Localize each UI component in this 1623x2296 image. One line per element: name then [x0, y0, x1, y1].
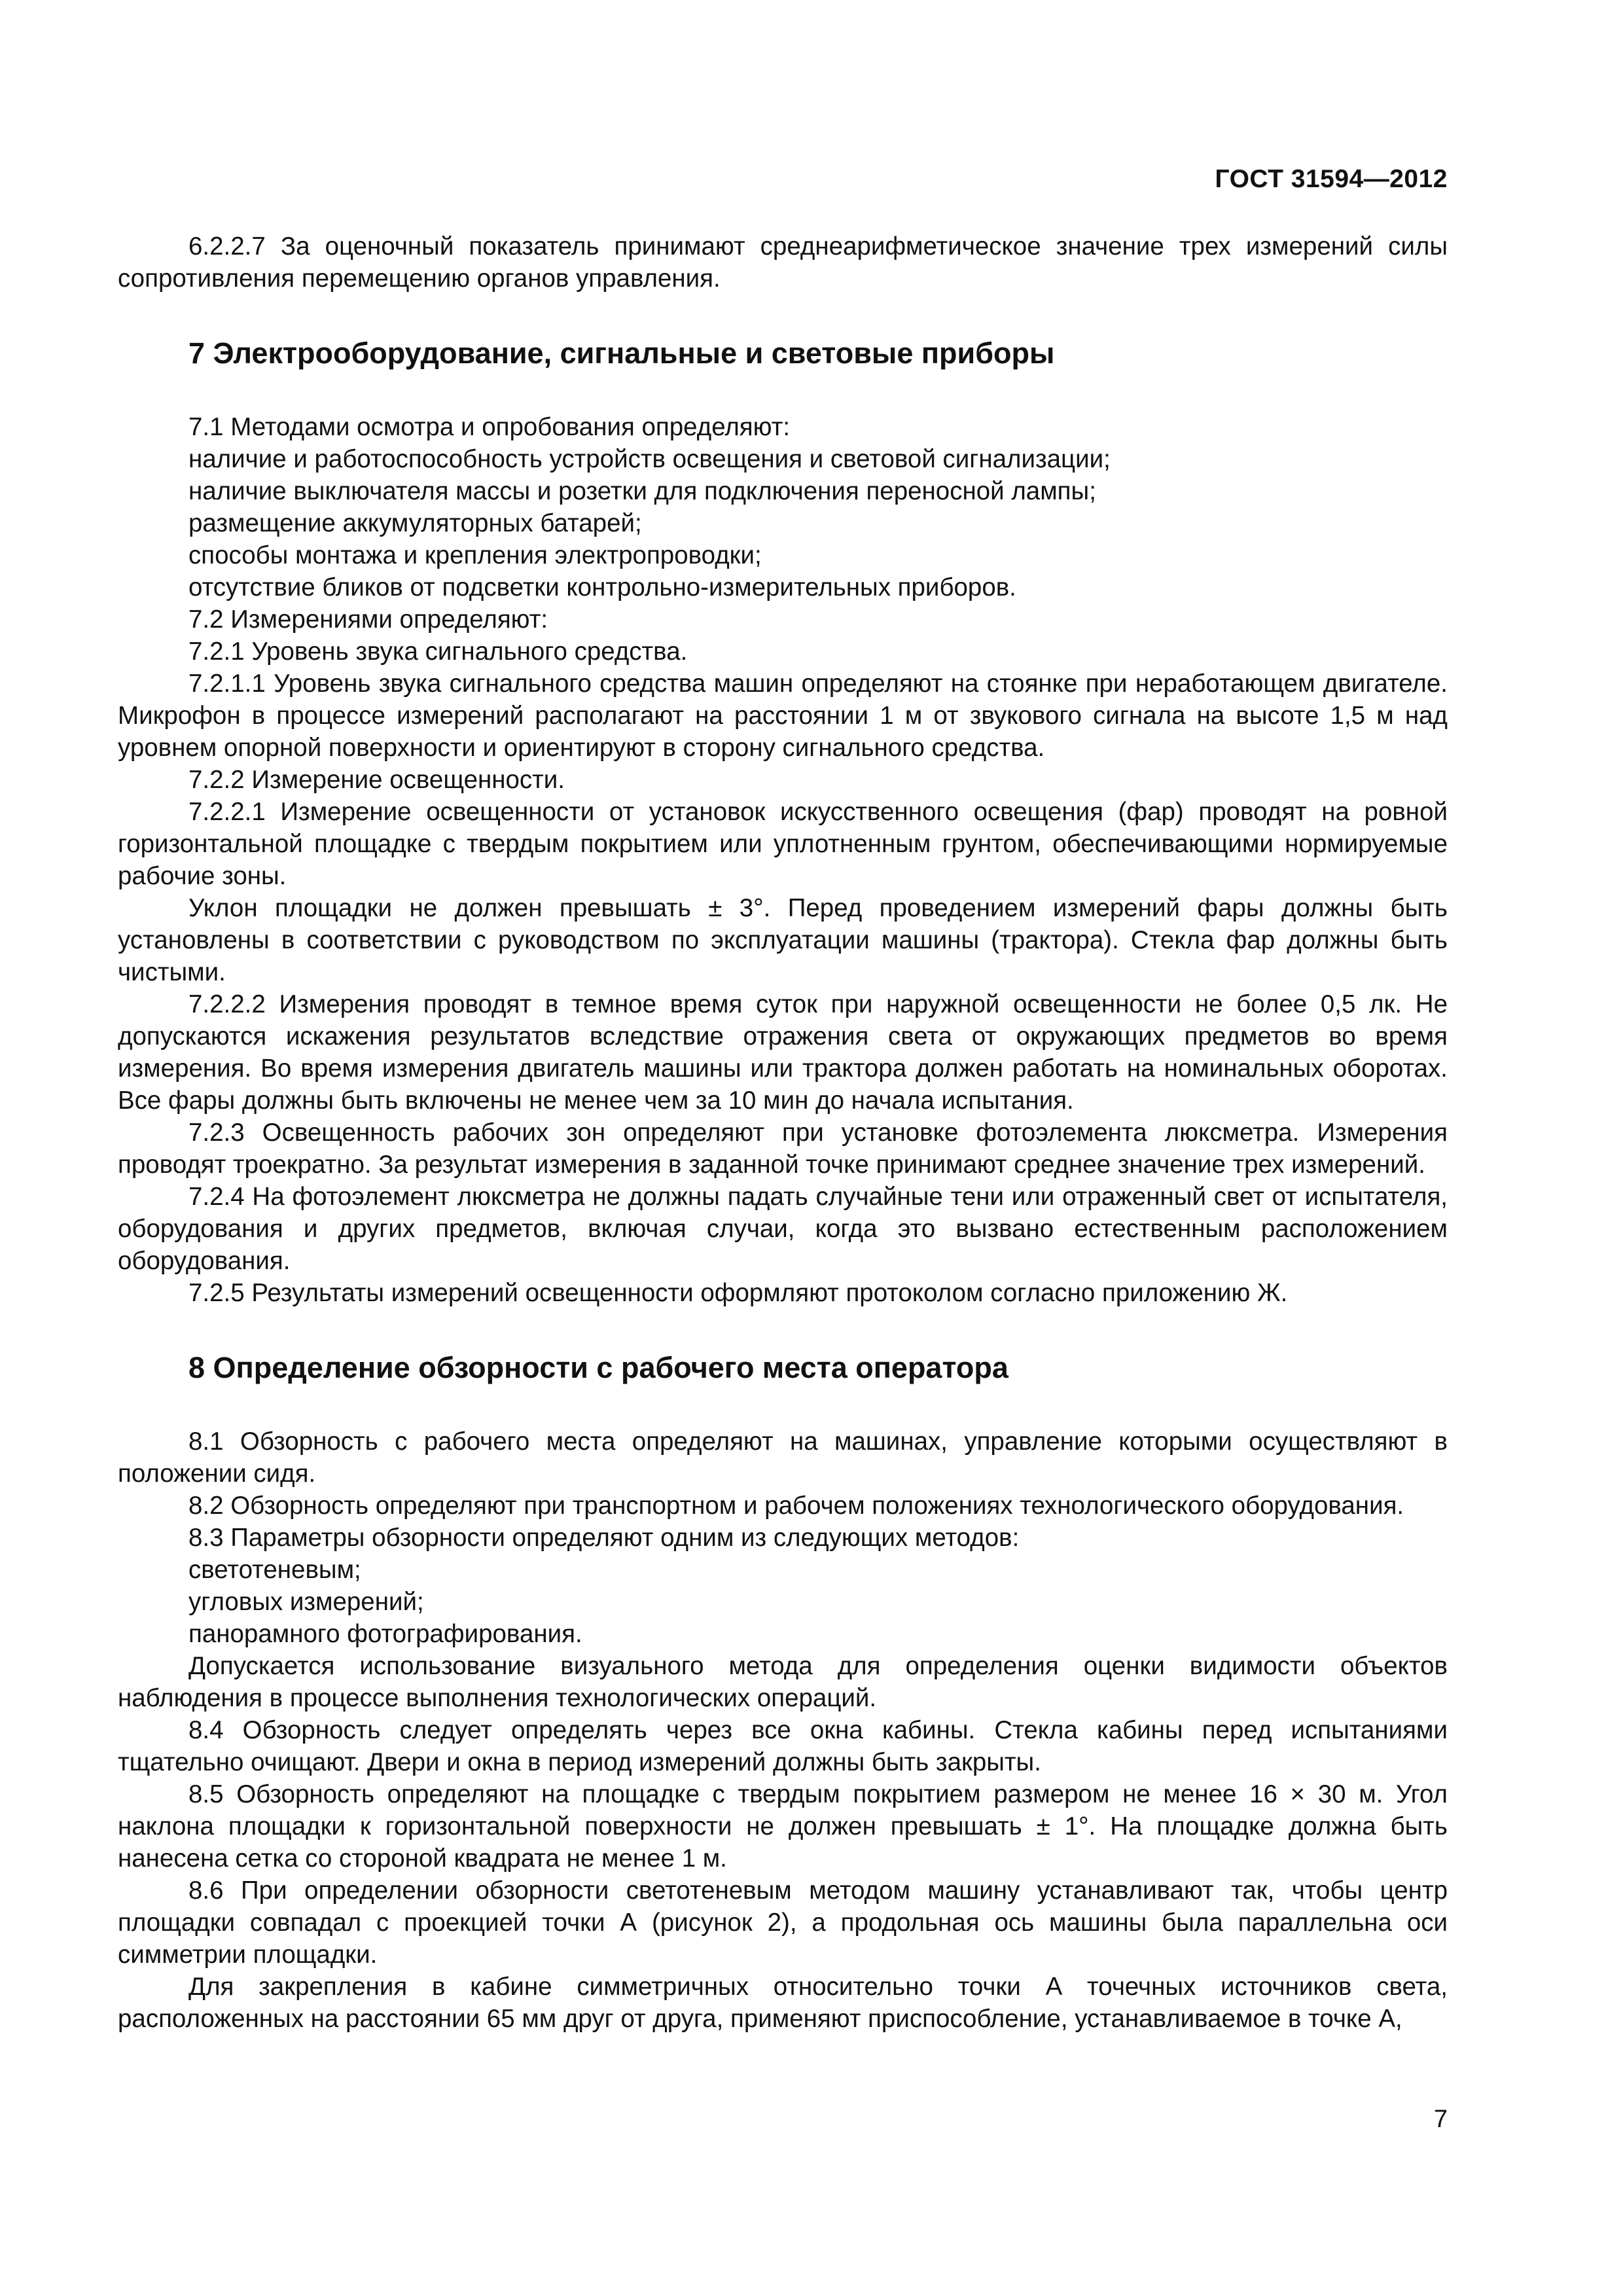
list-item: способы монтажа и крепления электропроводки; [188, 541, 762, 569]
paragraph: 7.2.1.1 Уровень звука сигнального средства машин определяют на стоянке при неработающем двигателе. Микрофон в процессе измерений располагают на расстоянии 1 м от звукового сигнала на высоте 1,5 м над уровнем опорной поверхности и ориентируют в сторону сигнального средства. [118, 670, 1448, 762]
paragraph: Допускается использование визуального метода для определения оценки видимости объектов наблюдения в процессе выполнения технологических операций. [118, 1652, 1448, 1712]
document-body [118, 230, 1448, 2035]
paragraph: 8.2 Обзорность определяют при транспортном и рабочем положениях технологического оборудования. [188, 1492, 1404, 1520]
paragraph: 7.2.2.1 Измерение освещенности от установок искусственного освещения (фар) проводят на ровной горизонтальной площадке с твердым покрытием или уплотненным грунтом, обеспечивающими нормируемые рабочие зоны. [118, 798, 1448, 890]
paragraph: 7.2.2 Измерение освещенности. [188, 766, 565, 794]
paragraph: 7.2.1 Уровень звука сигнального средства. [188, 637, 688, 666]
list-item: панорамного фотографирования. [188, 1620, 582, 1648]
paragraph: 6.2.2.7 За оценочный показатель принимают среднеарифметическое значение трех измерений силы сопротивления перемещению органов управления. [118, 232, 1448, 293]
page-number: 7 [1433, 2106, 1448, 2133]
list-item: наличие и работоспособность устройств освещения и световой сигнализации; [188, 445, 1111, 473]
section-heading: 7 Электрооборудование, сигнальные и световые приборы [188, 336, 1055, 370]
paragraph: 8.6 При определении обзорности светотеневым методом машину устанавливают так, чтобы центр площадки совпадал с проекцией точки А (рисунок 2), а продольная ось машины была параллельна оси симметрии площадки. [118, 1876, 1448, 1969]
list-item: размещение аккумуляторных батарей; [188, 509, 642, 537]
paragraph: Уклон площадки не должен превышать ± 3°. Перед проведением измерений фары должны быть установлены в соответствии с руководством по эксплуатации машины (трактора). Стекла фар должны быть чистыми. [118, 894, 1448, 986]
paragraph: 8.1 Обзорность с рабочего места определяют на машинах, управление которыми осуществляют в положении сидя. [118, 1427, 1448, 1488]
list-item: наличие выключателя массы и розетки для подключения переносной лампы; [188, 477, 1096, 505]
list-item: светотеневым; [188, 1556, 361, 1584]
list-item: отсутствие бликов от подсветки контрольно-измерительных приборов. [188, 573, 1016, 601]
paragraph: 7.1 Методами осмотра и опробования определяют: [188, 413, 791, 441]
paragraph: 8.5 Обзорность определяют на площадке с твердым покрытием размером не менее 16 × 30 м. Угол наклона площадки к горизонтальной поверхности не должен превышать ± 1°. На площадке должна быть нанесена сетка со стороной квадрата не менее 1 м. [118, 1780, 1448, 1873]
paragraph: 8.3 Параметры обзорности определяют одним из следующих методов: [188, 1524, 1020, 1552]
paragraph: 7.2 Измерениями определяют: [188, 605, 548, 634]
paragraph: Для закрепления в кабине симметричных относительно точки А точечных источников света, расположенных на расстоянии 65 мм друг от друга, применяют приспособление, устанавливаемое в точке А, [118, 1973, 1448, 2033]
paragraph: 8.4 Обзорность следует определять через все окна кабины. Стекла кабины перед испытаниями тщательно очищают. Двери и окна в период измерений должны быть закрыты. [118, 1716, 1448, 1776]
paragraph: 7.2.3 Освещенность рабочих зон определяют при установке фотоэлемента люксметра. Измерения проводят троекратно. За результат измерения в заданной точке принимают среднее значение трех измерений. [118, 1119, 1448, 1179]
list-item: угловых измерений; [188, 1588, 424, 1616]
paragraph: 7.2.4 На фотоэлемент люксметра не должны падать случайные тени или отраженный свет от испытателя, оборудования и других предметов, включая случаи, когда это вызвано естественным расположением оборудования. [118, 1183, 1448, 1275]
paragraph: 7.2.5 Результаты измерений освещенности оформляют протоколом согласно приложению Ж. [188, 1279, 1288, 1307]
standard-designation: ГОСТ 31594—2012 [1215, 165, 1448, 193]
paragraph: 7.2.2.2 Измерения проводят в темное время суток при наружной освещенности не более 0,5 лк. Не допускаются искажения результатов вследствие отражения света от окружающих предметов во время измерения. Во время измерения двигатель машины или трактора должен работать на номинальных оборотах. Все фары должны быть включены не менее чем за 10 мин до начала испытания. [118, 990, 1448, 1115]
section-heading: 8 Определение обзорности с рабочего места оператора [188, 1351, 1008, 1384]
